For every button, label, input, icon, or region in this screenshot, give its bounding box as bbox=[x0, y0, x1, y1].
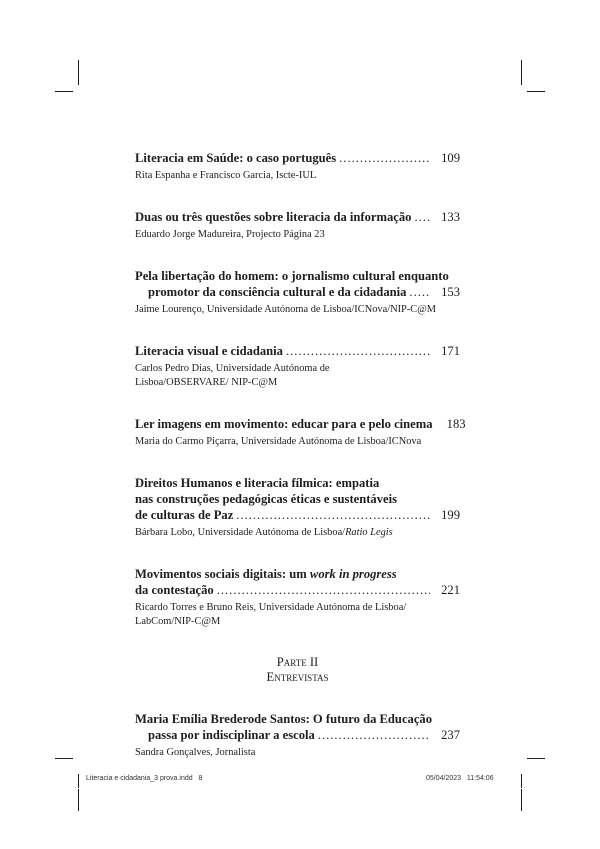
entry-title-italic: work in progress bbox=[309, 567, 397, 581]
crop-mark-top-left-v bbox=[78, 60, 79, 85]
leader-dots bbox=[217, 582, 430, 598]
entry-title: Movimentos sociais digitais: um bbox=[135, 567, 310, 581]
entry-author: Ricardo Torres e Bruno Reis, Universidade Autónoma de Lisboa/ LabCom/NIP-C@M bbox=[135, 602, 407, 627]
table-of-contents bbox=[135, 150, 466, 786]
entry-author: Carlos Pedro Dias, Universidade Autónoma de Lisboa/OBSERVARE/ NIP-C@M bbox=[135, 363, 330, 388]
entry-title: Pela libertação do homem: o jornalismo cultural enquanto bbox=[135, 269, 449, 283]
entry-title-cont: nas construções pedagógicas éticas e sustentáveis bbox=[135, 492, 398, 506]
entry-title: Literacia em Saúde: o caso português bbox=[135, 151, 337, 165]
entry-author bbox=[135, 526, 455, 540]
author-affiliation: Bárbara Lobo, Universidade Autónoma de Lisboa/ bbox=[135, 527, 346, 538]
slug-timestamp: 05/04/2023 11:54:06 bbox=[426, 775, 494, 782]
toc-entry bbox=[135, 416, 466, 449]
entry-title-cont: da contestação bbox=[135, 583, 214, 597]
page-number: 199 bbox=[441, 508, 460, 522]
entry-author: Eduardo Jorge Madureira, Projecto Página 23 bbox=[135, 229, 325, 240]
entry-title: Ler imagens em movimento: educar para e pelo cinema bbox=[135, 417, 433, 431]
leader-dots bbox=[339, 150, 430, 166]
slug-divider-right bbox=[521, 774, 522, 788]
leader-dots bbox=[409, 284, 430, 300]
crop-mark-bottom-right-v bbox=[521, 789, 522, 811]
page-number: 153 bbox=[441, 285, 460, 299]
leader-dots bbox=[236, 507, 430, 523]
crop-mark-top-right-v bbox=[521, 60, 522, 85]
leader-dots bbox=[414, 209, 430, 225]
page-number: 237 bbox=[441, 728, 460, 742]
part-name: Entrevistas bbox=[266, 670, 329, 684]
crop-mark-top-left-h bbox=[55, 91, 73, 92]
entry-author: Jaime Lourenço, Universidade Autónoma de Lisboa/ICNova/NIP-C@M bbox=[135, 304, 437, 315]
entry-title-cont: de culturas de Paz bbox=[135, 508, 234, 522]
entry-author: Sandra Gonçalves, Jornalista bbox=[135, 747, 256, 758]
entry-author: Maria do Carmo Piçarra, Universidade Autónoma de Lisboa/ICNova bbox=[135, 436, 422, 447]
slug-divider-left bbox=[78, 774, 79, 788]
page-number: 183 bbox=[446, 417, 466, 431]
page-number: 221 bbox=[441, 583, 460, 597]
part-heading bbox=[135, 655, 460, 685]
toc-entry bbox=[135, 268, 460, 317]
toc-entry bbox=[135, 209, 460, 242]
leader-dots bbox=[286, 343, 430, 359]
page-number: 109 bbox=[441, 151, 460, 165]
part-number: Parte II bbox=[276, 655, 319, 669]
toc-entry bbox=[135, 343, 460, 390]
page-number: 171 bbox=[441, 344, 460, 358]
entry-title: Duas ou três questões sobre literacia da informação bbox=[135, 210, 412, 224]
crop-mark-top-right-h bbox=[527, 91, 545, 92]
toc-entry bbox=[135, 475, 460, 540]
crop-mark-bottom-left-v bbox=[78, 789, 79, 811]
crop-mark-bottom-right-h bbox=[527, 758, 545, 759]
entry-title-cont: promotor da consciência cultural e da cidadania bbox=[148, 285, 407, 299]
entry-title-cont: passa por indisciplinar a escola bbox=[148, 728, 315, 742]
crop-mark-bottom-left-h bbox=[55, 758, 73, 759]
toc-entry bbox=[135, 150, 460, 183]
toc-entry bbox=[135, 566, 460, 629]
page-number: 133 bbox=[441, 210, 460, 224]
entry-title: Direitos Humanos e literacia fílmica: empatia bbox=[135, 476, 380, 490]
author-affiliation-italic: Ratio Legis bbox=[345, 527, 393, 538]
toc-entry bbox=[135, 711, 460, 760]
entry-title: Literacia visual e cidadania bbox=[135, 344, 283, 358]
leader-dots bbox=[318, 727, 430, 743]
entry-author: Rita Espanha e Francisco Garcia, Iscte-IUL bbox=[135, 170, 317, 181]
slug-filename: Literacia e cidadania_3 prova.indd 8 bbox=[86, 775, 203, 782]
entry-title: Maria Emília Brederode Santos: O futuro da Educação bbox=[135, 712, 433, 726]
